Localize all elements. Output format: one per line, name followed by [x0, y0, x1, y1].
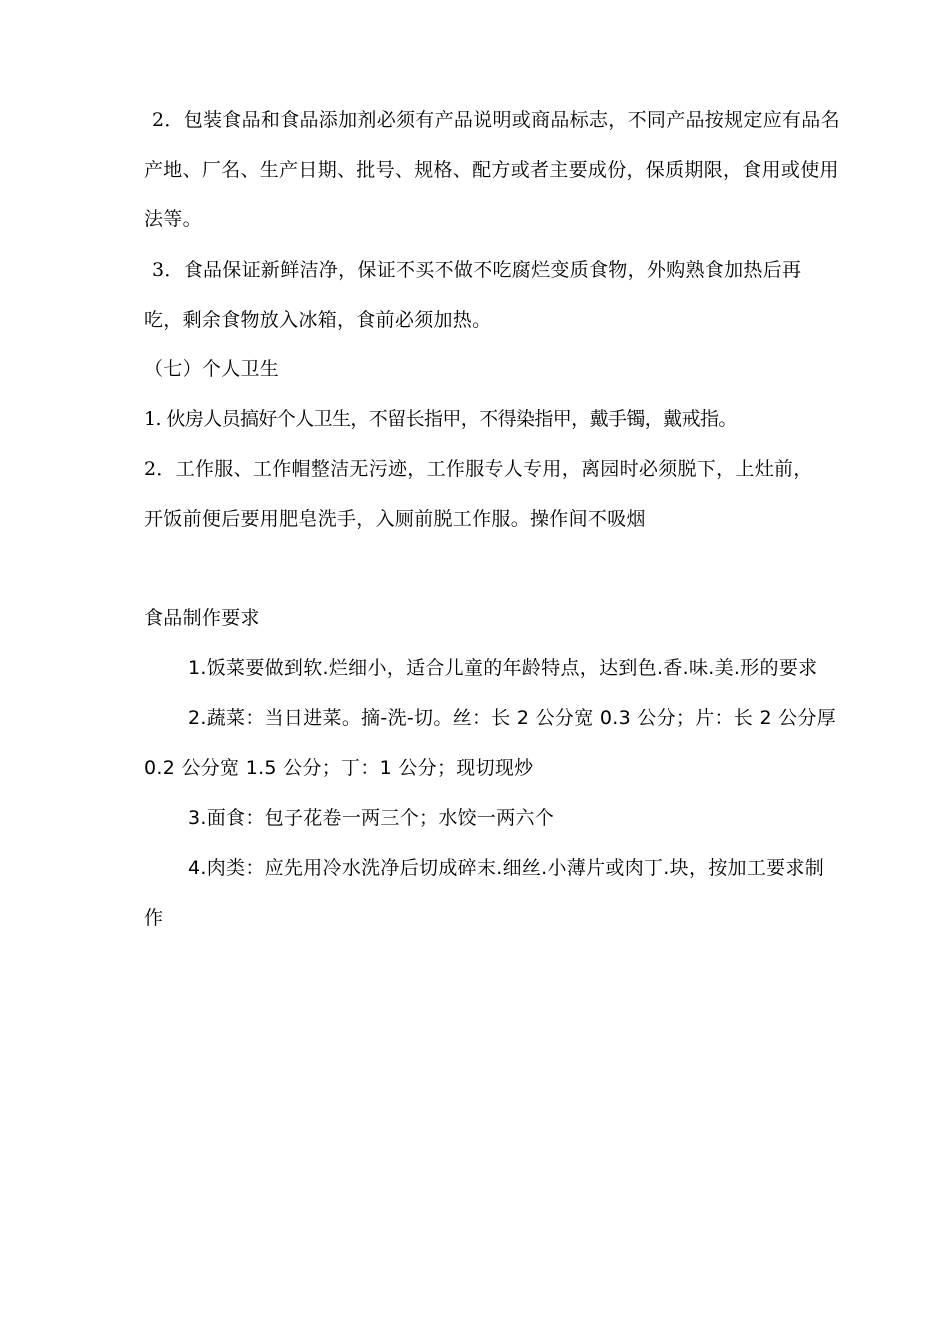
hygiene-item-3-line-1: 3．食品保证新鲜洁净，保证不买不做不吃腐烂变质食物，外购熟食加热后再	[152, 259, 802, 281]
food-prep-item-3: 3.面食：包子花卷一两三个；水饺一两六个	[188, 807, 555, 829]
hygiene-item-2-line-1: 2．包装食品和食品添加剂必须有产品说明或商品标志，不同产品按规定应有品名	[152, 109, 840, 131]
food-prep-item-2-line-1: 2.蔬菜：当日进菜。摘-洗-切。丝：长 2 公分宽 0.3 公分；片：长 2 公分厚	[188, 707, 837, 729]
hygiene-item-2-line-2: 产地、厂名、生产日期、批号、规格、配方或者主要成份，保质期限，食用或使用	[144, 159, 839, 181]
food-prep-item-1: 1.饭菜要做到软.烂细小，适合儿童的年龄特点，达到色.香.味.美.形的要求	[188, 657, 818, 679]
personal-hygiene-item-2-line-1: 2．工作服、工作帽整洁无污迹，工作服专人专用，离园时必须脱下，上灶前，	[144, 458, 813, 480]
section-title-personal-hygiene: （七）个人卫生	[144, 358, 280, 380]
hygiene-item-3-line-2: 吃，剩余食物放入冰箱，食前必须加热。	[144, 309, 492, 331]
food-prep-item-4-line-2: 作	[144, 907, 164, 929]
food-prep-title: 食品制作要求	[144, 607, 260, 629]
hygiene-item-2-line-3: 法等。	[144, 208, 202, 230]
food-prep-item-4-line-1: 4.肉类：应先用冷水洗净后切成碎末.细丝.小薄片或肉丁.块，按加工要求制	[188, 857, 825, 879]
personal-hygiene-item-2-line-2: 开饭前便后要用肥皂洗手，入厕前脱工作服。操作间不吸烟	[144, 508, 646, 530]
personal-hygiene-item-1: 1. 伙房人员搞好个人卫生，不留长指甲，不得染指甲，戴手镯，戴戒指。	[144, 408, 737, 430]
food-prep-item-2-line-2: 0.2 公分宽 1.5 公分；丁：1 公分；现切现炒	[144, 757, 534, 779]
